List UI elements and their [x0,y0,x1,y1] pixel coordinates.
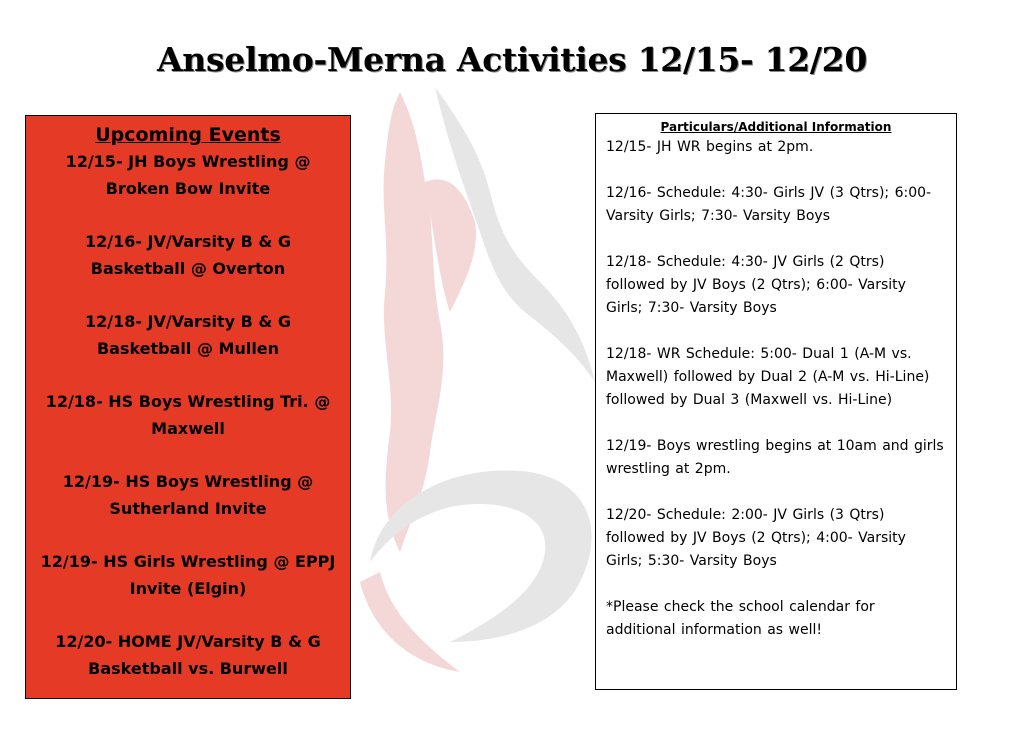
event-line: Basketball @ Mullen [96,339,280,358]
event-line: Sutherland Invite [109,499,267,518]
page-title: Anselmo-Merna Activities 12/15- 12/20 [156,40,868,79]
event-line: 12/18- HS Boys Wrestling Tri. @ [45,392,331,411]
info-item: 12/18- WR Schedule: 5:00- Dual 1 (A-M vs. Maxwell) followed by Dual 2 (A-M vs. Hi-Line) followed by Dual 3 (Maxwell vs. Hi-Line) [606,346,930,408]
event-line: 12/19- HS Boys Wrestling @ [62,472,314,491]
coyote-watermark-icon [340,82,610,682]
info-item: 12/15- JH WR begins at 2pm. [606,139,814,155]
event-item [26,148,350,202]
event-line: 12/15- JH Boys Wrestling @ [65,152,311,171]
particulars-heading: Particulars/Additional Information [660,120,892,134]
event-line: Invite (Elgin) [129,579,247,598]
event-item [26,468,350,522]
event-item [26,388,350,442]
info-item: 12/19- Boys wrestling begins at 10am and girls wrestling at 2pm. [606,438,944,477]
event-line: Basketball @ Overton [90,259,286,278]
event-item [26,628,350,682]
particulars-panel [595,113,957,690]
event-line: Maxwell [151,419,225,438]
event-line: 12/16- JV/Varsity B & G [84,232,292,251]
event-line: Broken Bow Invite [105,179,271,198]
info-item: *Please check the school calendar for additional information as well! [606,599,875,638]
event-line: 12/20- HOME JV/Varsity B & G [55,632,321,651]
event-item [26,228,350,282]
event-item [26,308,350,362]
info-item: 12/18- Schedule: 4:30- JV Girls (2 Qtrs) followed by JV Boys (2 Qtrs); 6:00- Varsity Girls; 7:30- Varsity Boys [606,254,906,316]
upcoming-events-heading: Upcoming Events [95,124,281,146]
upcoming-events-panel [25,115,351,699]
event-item [26,548,350,602]
info-item: 12/16- Schedule: 4:30- Girls JV (3 Qtrs); 6:00- Varsity Girls; 7:30- Varsity Boys [606,185,932,224]
event-line: Basketball vs. Burwell [88,659,288,678]
event-line: 12/18- JV/Varsity B & G [84,312,292,331]
event-line: 12/19- HS Girls Wrestling @ EPPJ [40,552,336,571]
info-item: 12/20- Schedule: 2:00- JV Girls (3 Qtrs) followed by JV Boys (2 Qtrs); 4:00- Varsity Girls; 5:30- Varsity Boys [606,507,906,569]
